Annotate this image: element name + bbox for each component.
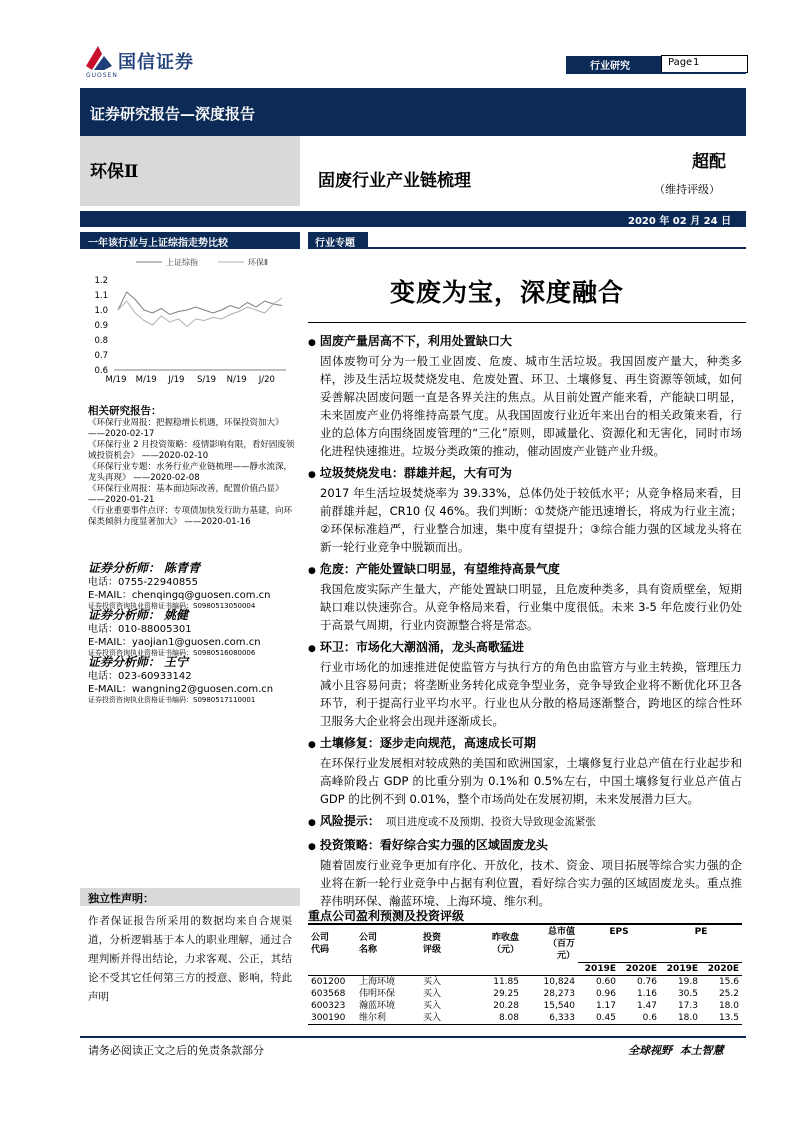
x-tick-label: J/19 [168,375,185,385]
research-item: 《环保行业周报：把握稳增长机遇，环保投资加大》 ——2020-02-17 [88,418,284,439]
forecast-table [308,926,742,1025]
y-tick-label: 1.2 [94,276,108,286]
logo-text: 国信证券 [118,52,194,73]
industry-research-label: 行业研究 [590,61,630,72]
bullet-icon: ● [308,842,316,852]
analyst-name: 姚健 [164,608,189,622]
col-name: 公司 名称 [359,933,378,955]
y-tick-label: 0.6 [94,366,108,376]
bullet-icon: ● [308,644,316,654]
email-label: E-MAIL： [88,637,132,648]
x-tick-label: M/19 [135,375,157,385]
analyst-phone: 010-88005301 [118,624,192,635]
research-title: 相关研究报告： [88,405,162,417]
footer-slogan: 全球视野 本土智慧 [628,1044,724,1057]
research-item: 《行业重要事件点评：专项债加快发行助力基建，向环保类倾斜力度显著加大》 ——2020-01-16 [88,506,293,527]
analyst-cert: S0980513050004 [193,602,256,610]
phone-label: 电话： [88,624,118,635]
bullet-icon: ● [308,818,316,828]
series-line-environmental [118,298,282,327]
table-header-row [308,926,742,962]
table-title: 重点公司盈利预测及投资评级 [308,909,465,923]
report-title: 固废行业产业链梳理 [318,171,471,191]
series-line-shanghai-index [118,292,282,315]
table-subheader-row [308,962,742,975]
cert-label: 证券投资咨询执业资格证书编码： [88,602,193,610]
header-rule [566,72,746,74]
sector-name: 环保Ⅱ [90,162,139,182]
section [308,560,742,634]
headline-rule [308,322,746,323]
col-pe: PE [660,926,742,962]
page-number: 1 [693,57,700,68]
analyst-name: 陈青青 [164,561,201,575]
topic-rule [368,247,746,249]
bullet-icon: ● [308,470,316,480]
section-body: 2017 年生活垃圾焚烧率为 39.33%，总体仍处于较低水平；从竞争格局来看，目前群雄并起，CR10 仅 46%。我们判断：①焚烧产能迅速增长，将成为行业主流；②环保标准趋严，行业整合加速，集中度有望提升；③综合能力强的区域龙头将在新一轮行业竞争中脱颖而出。 [320,486,742,554]
table-row: 300190 维尔利 买入 8.08 6,333 0.45 0.6 18.0 13.5 [308,1012,742,1025]
col-price: 昨收盘 （元） [491,933,519,955]
analyst [88,608,298,655]
strategy-section [308,836,742,910]
col-eps: EPS [578,926,660,962]
analyst-phone: 023-60933142 [118,671,192,682]
analyst-cert: S0980516080006 [193,649,256,657]
rating-note: （维持评级） [654,183,720,196]
risk-text: 项目进度或不及预期、投资大导致现金流紧张 [385,816,596,828]
independence-text: 作者保证报告所采用的数据均来自合规渠道，分析逻辑基于本人的职业理解，通过合理判断并得出结论，力求客观、公正，其结论不受其它任何第三方的授意、影响，特此声明 [88,915,292,1003]
table-row: 601200 上海环境 买入 11.85 10,824 0.60 0.76 19.8 15.6 [311,976,739,987]
headline: 变废为宝，深度融合 [390,278,625,307]
col-pe-2019: 2019E [666,963,698,974]
topic-label: 行业专题 [315,238,355,249]
analyst-phone: 0755-22940855 [118,577,198,588]
analyst-email[interactable]: chenqingq@guosen.com.cn [131,590,271,601]
cert-label: 证券投资咨询执业资格证书编码： [88,696,193,704]
table-row: 603568 伟明环保 买入 29.25 28,273 0.96 1.16 30.5 25.2 [311,988,739,999]
analyst [88,655,298,702]
risk-section [308,812,742,832]
analyst-name: 王宁 [164,655,189,669]
y-tick-label: 1.1 [94,291,108,301]
col-rating: 投资 评级 [423,933,442,955]
section-title: 土壤修复：逐步走向规范，高速成长可期 [319,736,536,750]
bullet-icon: ● [308,566,316,576]
table-row: 600323 瀚蓝环境 买入 20.28 15,540 1.17 1.47 17.3 18.0 [311,1000,739,1011]
analyst-title: 证券分析师： [88,608,161,622]
page-label: Page [668,57,693,68]
bullet-icon: ● [308,740,316,750]
analyst [88,561,298,608]
analyst-block [88,561,298,702]
x-tick-label: N/19 [226,375,247,385]
risk-title: 风险提示： [319,814,380,828]
guosen-logo-icon [84,44,114,72]
x-tick-label: S/19 [196,375,217,385]
col-pe-2020: 2020E [707,963,739,974]
strategy-title: 投资策略：看好综合实力强的区域固废龙头 [319,838,548,852]
y-tick-label: 0.7 [94,351,108,361]
strategy-body: 随着固废行业竞争更加有序化、开放化，技术、资金、项目拓展等综合实力强的企业将在新一轮行业竞争中占据有利位置，看好综合实力强的区域固废龙头。重点推荐伟明环保、瀚蓝环境、上海环境、维尔利。 [320,858,742,908]
section [308,734,742,808]
cert-label: 证券投资咨询执业资格证书编码： [88,649,193,657]
phone-label: 电话： [88,577,118,588]
logo-sub: GUOSEN [86,72,118,79]
section-body: 在环保行业发展相对较成熟的美国和欧洲国家，土壤修复行业总产值在行业起步和高峰阶段占 GDP 的比重分别为 0.1%和 0.5%左右，中国土壤修复行业总产值占 GDP 的比例不到 0.01%，整个市场尚处在发展初期，未来发展潜力巨大。 [320,756,742,806]
y-tick-label: 1.0 [94,306,108,316]
email-label: E-MAIL： [88,590,132,601]
legend-label: 上证综指 [166,258,198,267]
footer-disclaimer: 请务必阅读正文之后的免责条款部分 [88,1044,264,1057]
x-tick-label: J/20 [258,375,275,385]
independence-title: 独立性声明： [88,892,154,905]
analyst-title: 证券分析师： [88,655,161,669]
footer-rule [80,1036,746,1038]
analyst-email[interactable]: wangning2@guosen.com.cn [131,684,274,695]
chart-header: 一年该行业与上证综指走势比较 [88,238,228,249]
col-eps-2019: 2019E [584,963,616,974]
col-mktcap: 总市值 （百万 元） [547,927,575,961]
phone-label: 电话： [88,671,118,682]
section-body: 固体废物可分为一般工业固废、危废、城市生活垃圾。我国固废产量大，种类多样，涉及生活垃圾焚烧发电、危废处置、环卫、土壤修复、再生资源等领域，如何妥善解决固废问题一直是各界关注的焦点。从目前处置产能来看，产能缺口明显，未来固废产业仍将维持高景气度。从我国固废行业近年来出台的相关政策来看，行业的总体方向围绕固废管理的“三化”原则，即减量化、资源化和无害化，同时市场化进程快速推进。垃圾分类政策的推动，催动固废产业链产业升级。 [320,354,742,458]
x-tick-label: M/19 [105,375,127,385]
section [308,464,742,556]
research-item: 《环保行业周报：基本面边际改善，配置价值凸显》 ——2020-01-21 [88,484,284,505]
section-title: 环卫：市场化大潮汹涌，龙头高歌猛进 [319,640,524,654]
col-code: 公司 代码 [311,933,330,955]
analyst-title: 证券分析师： [88,561,161,575]
y-tick-label: 0.9 [94,321,108,331]
section-title: 垃圾焚烧发电：群雄并起，大有可为 [319,466,512,480]
logo [84,44,204,79]
section-body: 我国危废实际产生量大，产能处置缺口明显，且危废种类多，具有资质壁垒，短期缺口难以快速弥合。从竞争格局来看，行业集中度很低。未来 3-5 年危废行业仍处于高景气周期，行业内资源整合将是常态。 [320,582,742,632]
bullet-icon: ● [308,338,316,348]
table-top-rule [308,923,742,925]
section [308,332,742,460]
report-type: 证券研究报告—深度报告 [90,105,256,123]
rating: 超配 [692,152,726,172]
y-tick-label: 0.8 [94,336,108,346]
analyst-email[interactable]: yaojian1@guosen.com.cn [131,637,261,648]
col-eps-2020: 2020E [625,963,657,974]
report-date: 2020 年 02 月 24 日 [628,216,732,227]
research-item: 《环保行业专题：水务行业产业链梳理——静水流深，龙头再现》 ——2020-02-08 [88,462,293,483]
section [308,638,742,730]
trend-chart [80,252,300,392]
research-item: 《环保行业 2 月投资策略：疫情影响有限，看好固废领域投资机会》 ——2020-02-10 [88,440,295,461]
analyst-cert: S0980517110001 [193,696,256,704]
research-list [88,418,296,528]
section-title: 固废产量居高不下，利用处置缺口大 [319,334,512,348]
section-body: 行业市场化的加速推进促使监管方与执行方的角色由监管方与业主转换，管理压力减小且容易问责；将垄断业务转化成竞争型业务，竞争导致企业将不断优化环卫各环节，利于提高行业平均水平。行业也从分散的格局逐渐整合，跨地区的综合性环卫服务大企业将会出现并逐渐成长。 [320,660,742,728]
main-body [308,332,742,910]
email-label: E-MAIL： [88,684,132,695]
legend-label: 环保Ⅱ [248,258,268,267]
section-title: 危废：产能处置缺口明显，有望维持高景气度 [319,562,560,576]
